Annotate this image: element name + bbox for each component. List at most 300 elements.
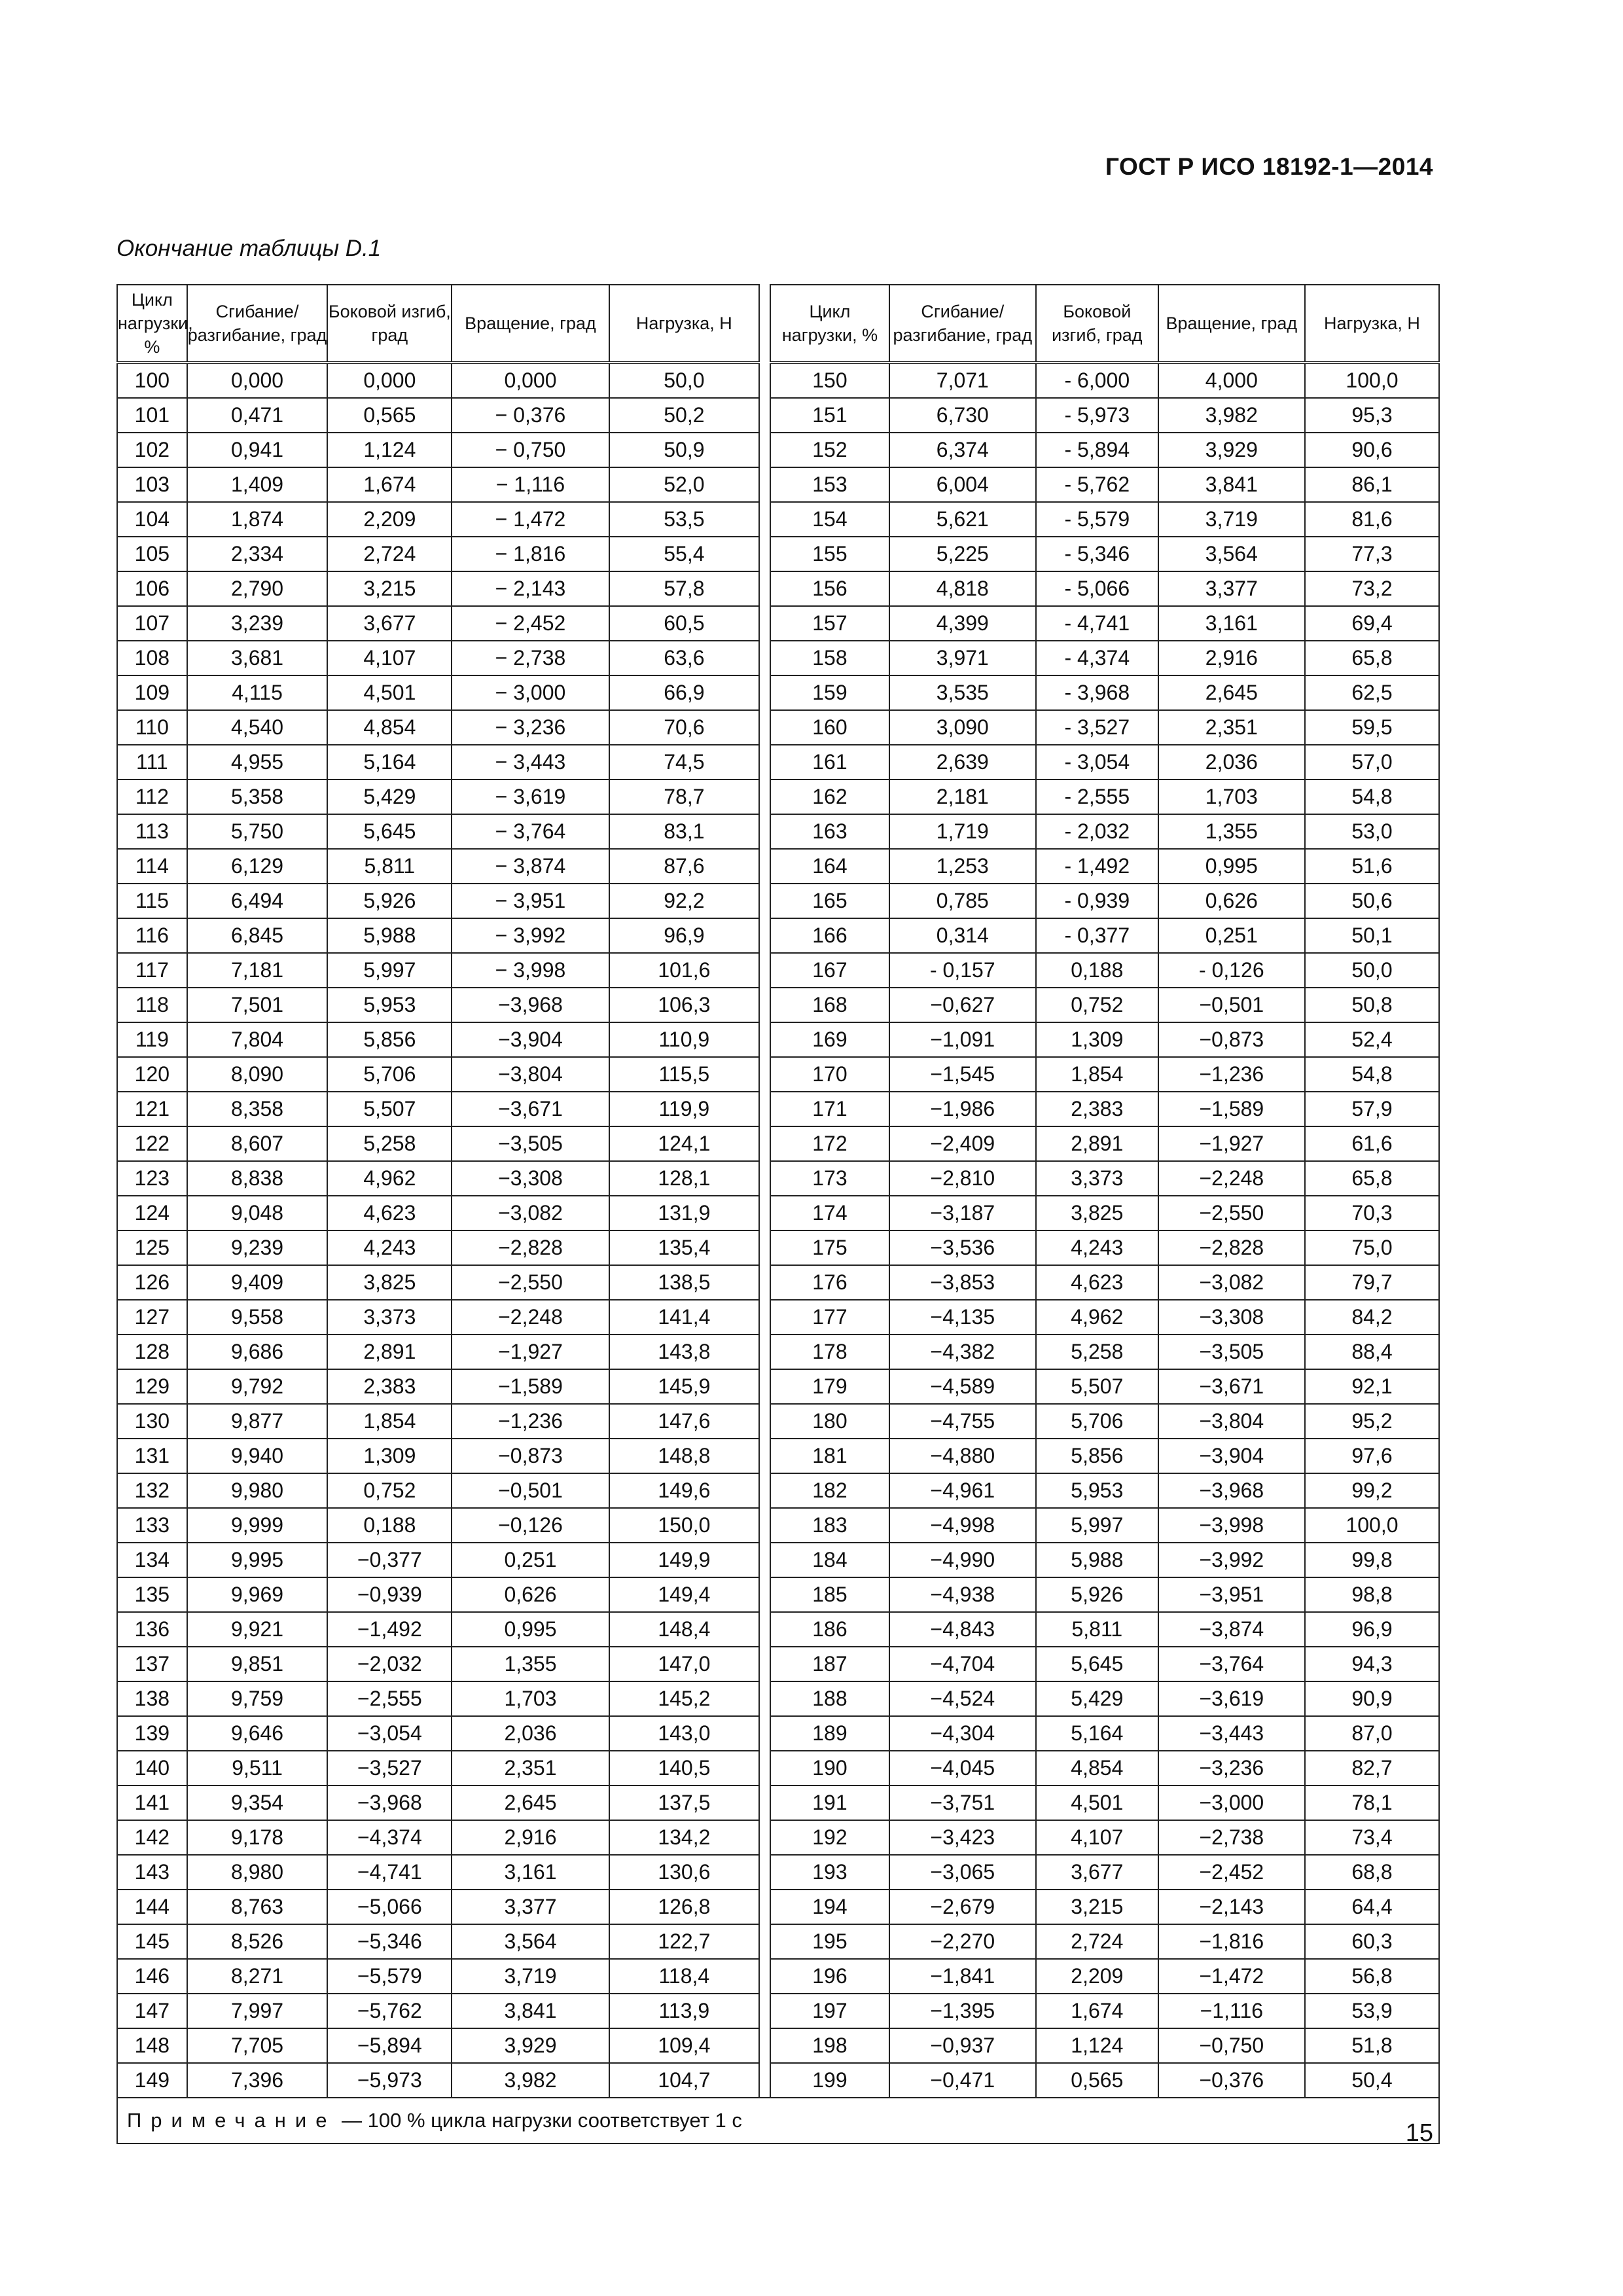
table-cell: −3,236 [1158, 1751, 1305, 1785]
table-row [117, 363, 1439, 398]
table-cell: −3,082 [1158, 1265, 1305, 1300]
table-cell: 60,5 [609, 606, 760, 641]
table-cell: 4,623 [327, 1196, 452, 1230]
table-cell: 4,854 [1036, 1751, 1158, 1785]
table-cell: 8,358 [187, 1092, 328, 1126]
table-row [117, 606, 1439, 641]
table-cell: 87,0 [1305, 1716, 1439, 1751]
column-gap [759, 1369, 770, 1404]
table-cell: 54,8 [1305, 1057, 1439, 1092]
table-cell: − 3,874 [452, 849, 609, 884]
table-cell: 143,0 [609, 1716, 760, 1751]
table-cell: −3,423 [889, 1820, 1036, 1855]
table-cell: −5,762 [327, 1994, 452, 2028]
table-cell: 173 [770, 1161, 889, 1196]
table-cell: −2,828 [1158, 1230, 1305, 1265]
table-cell: 175 [770, 1230, 889, 1265]
table-cell: 64,4 [1305, 1890, 1439, 1924]
table-cell: 2,181 [889, 780, 1036, 814]
table-cell: −2,270 [889, 1924, 1036, 1959]
table-cell: 148,8 [609, 1439, 760, 1473]
table-row [117, 1612, 1439, 1647]
header-left-cycle: Цикл нагрузки, % [117, 285, 187, 363]
table-cell: 166 [770, 918, 889, 953]
table-cell: 2,209 [327, 502, 452, 537]
table-cell: 123 [117, 1161, 187, 1196]
table-cell: 96,9 [609, 918, 760, 953]
column-gap [759, 363, 770, 398]
table-cell: 7,396 [187, 2063, 328, 2098]
table-cell: − 1,816 [452, 537, 609, 571]
table-cell: −4,524 [889, 1681, 1036, 1716]
header-left-load: Нагрузка, Н [609, 285, 760, 363]
table-cell: 4,854 [327, 710, 452, 745]
table-cell: 9,980 [187, 1473, 328, 1508]
table-cell: −4,990 [889, 1543, 1036, 1577]
table-cell: − 0,750 [452, 433, 609, 467]
table-cell: - 6,000 [1036, 363, 1158, 398]
table-cell: 176 [770, 1265, 889, 1300]
table-cell: 190 [770, 1751, 889, 1785]
table-cell: − 2,738 [452, 641, 609, 675]
table-row [117, 537, 1439, 571]
table-cell: 99,8 [1305, 1543, 1439, 1577]
table-cell: 8,271 [187, 1959, 328, 1994]
table-cell: 9,877 [187, 1404, 328, 1439]
table-cell: 134 [117, 1543, 187, 1577]
table-cell: −3,804 [1158, 1404, 1305, 1439]
table-cell: 4,107 [1036, 1820, 1158, 1855]
table-cell: −2,550 [452, 1265, 609, 1300]
table-cell: 2,209 [1036, 1959, 1158, 1994]
table-cell: 163 [770, 814, 889, 849]
table-cell: 9,999 [187, 1508, 328, 1543]
table-cell: 104,7 [609, 2063, 760, 2098]
table-cell: 177 [770, 1300, 889, 1335]
table-cell: 5,988 [327, 918, 452, 953]
table-cell: −1,091 [889, 1022, 1036, 1057]
table-cell: −3,804 [452, 1057, 609, 1092]
table-cell: −1,986 [889, 1092, 1036, 1126]
table-cell: 162 [770, 780, 889, 814]
header-right-load: Нагрузка, Н [1305, 285, 1439, 363]
table-cell: −4,589 [889, 1369, 1036, 1404]
column-gap [759, 1959, 770, 1994]
table-cell: 119,9 [609, 1092, 760, 1126]
table-cell: 4,623 [1036, 1265, 1158, 1300]
table-cell: 150 [770, 363, 889, 398]
table-cell: 97,6 [1305, 1439, 1439, 1473]
table-cell: 113,9 [609, 1994, 760, 2028]
table-cell: 9,048 [187, 1196, 328, 1230]
table-cell: 104 [117, 502, 187, 537]
table-cell: 121 [117, 1092, 187, 1126]
column-gap [759, 745, 770, 780]
table-cell: 9,686 [187, 1335, 328, 1369]
column-gap [759, 814, 770, 849]
table-cell: 3,373 [327, 1300, 452, 1335]
table-cell: 141 [117, 1785, 187, 1820]
table-cell: 180 [770, 1404, 889, 1439]
table-cell: 2,334 [187, 537, 328, 571]
table-row [117, 849, 1439, 884]
table-row [117, 641, 1439, 675]
table-cell: 2,916 [1158, 641, 1305, 675]
table-cell: 102 [117, 433, 187, 467]
table-cell: 0,626 [452, 1577, 609, 1612]
column-gap [759, 398, 770, 433]
table-cell: 78,7 [609, 780, 760, 814]
column-gap [759, 988, 770, 1022]
table-cell: − 3,000 [452, 675, 609, 710]
table-cell: 7,705 [187, 2028, 328, 2063]
table-cell: - 5,762 [1036, 467, 1158, 502]
table-cell: 195 [770, 1924, 889, 1959]
column-gap [759, 1335, 770, 1369]
table-cell: 5,811 [327, 849, 452, 884]
table-row [117, 814, 1439, 849]
table-cell: 1,309 [1036, 1022, 1158, 1057]
table-cell: 105 [117, 537, 187, 571]
table-cell: −1,472 [1158, 1959, 1305, 1994]
table-row [117, 1300, 1439, 1335]
table-cell: −2,409 [889, 1126, 1036, 1161]
table-cell: −5,894 [327, 2028, 452, 2063]
table-cell: 3,825 [327, 1265, 452, 1300]
table-cell: 5,429 [1036, 1681, 1158, 1716]
table-cell: −1,589 [452, 1369, 609, 1404]
table-cell: 3,681 [187, 641, 328, 675]
table-cell: −2,248 [1158, 1161, 1305, 1196]
table-cell: 1,703 [1158, 780, 1305, 814]
table-row [117, 467, 1439, 502]
table-cell: 2,383 [1036, 1092, 1158, 1126]
table-cell: 196 [770, 1959, 889, 1994]
table-row [117, 1473, 1439, 1508]
table-cell: −1,236 [1158, 1057, 1305, 1092]
table-cell: 111 [117, 745, 187, 780]
table-cell: 5,621 [889, 502, 1036, 537]
table-cell: 110,9 [609, 1022, 760, 1057]
table-cell: −4,998 [889, 1508, 1036, 1543]
table-cell: 5,507 [1036, 1369, 1158, 1404]
table-cell: 189 [770, 1716, 889, 1751]
table-cell: −3,187 [889, 1196, 1036, 1230]
table-row [117, 1057, 1439, 1092]
table-cell: 69,4 [1305, 606, 1439, 641]
table-cell: 3,564 [1158, 537, 1305, 571]
table-cell: 118,4 [609, 1959, 760, 1994]
table-cell: 9,792 [187, 1369, 328, 1404]
table-cell: 165 [770, 884, 889, 918]
table-cell: 86,1 [1305, 467, 1439, 502]
table-row [117, 1543, 1439, 1577]
table-cell: 164 [770, 849, 889, 884]
table-row [117, 1716, 1439, 1751]
table-cell: 112 [117, 780, 187, 814]
table-cell: 3,719 [1158, 502, 1305, 537]
table-cell: 57,9 [1305, 1092, 1439, 1126]
table-cell: 0,565 [1036, 2063, 1158, 2098]
table-cell: −2,550 [1158, 1196, 1305, 1230]
column-gap [759, 285, 770, 363]
table-cell: 193 [770, 1855, 889, 1890]
table-row [117, 1161, 1439, 1196]
table-cell: −3,671 [452, 1092, 609, 1126]
table-cell: 7,181 [187, 953, 328, 988]
table-cell: 114 [117, 849, 187, 884]
table-cell: 4,243 [1036, 1230, 1158, 1265]
table-cell: 5,358 [187, 780, 328, 814]
table-row [117, 502, 1439, 537]
table-cell: 7,997 [187, 1994, 328, 2028]
table-cell: 108 [117, 641, 187, 675]
table-cell: 4,955 [187, 745, 328, 780]
table-row [117, 1890, 1439, 1924]
data-table [116, 284, 1440, 2144]
table-cell: - 4,374 [1036, 641, 1158, 675]
table-cell: 0,000 [187, 363, 328, 398]
table-cell: 0,565 [327, 398, 452, 433]
table-cell: 3,982 [1158, 398, 1305, 433]
table-cell: 1,874 [187, 502, 328, 537]
table-cell: 149 [117, 2063, 187, 2098]
table-cell: 9,995 [187, 1543, 328, 1577]
table-cell: 157 [770, 606, 889, 641]
column-gap [759, 1092, 770, 1126]
table-cell: − 1,472 [452, 502, 609, 537]
table-cell: −3,054 [327, 1716, 452, 1751]
table-cell: 77,3 [1305, 537, 1439, 571]
table-cell: 6,374 [889, 433, 1036, 467]
column-gap [759, 1716, 770, 1751]
table-cell: 4,000 [1158, 363, 1305, 398]
table-cell: −3,853 [889, 1265, 1036, 1300]
table-cell: 133 [117, 1508, 187, 1543]
table-cell: 88,4 [1305, 1335, 1439, 1369]
table-cell: 172 [770, 1126, 889, 1161]
table-cell: −3,000 [1158, 1785, 1305, 1820]
table-cell: −1,927 [452, 1335, 609, 1369]
table-cell: −3,527 [327, 1751, 452, 1785]
column-gap [759, 780, 770, 814]
table-cell: 126 [117, 1265, 187, 1300]
table-cell: 119 [117, 1022, 187, 1057]
table-cell: − 3,443 [452, 745, 609, 780]
table-cell: 145,9 [609, 1369, 760, 1404]
table-cell: 3,841 [1158, 467, 1305, 502]
table-cell: −2,555 [327, 1681, 452, 1716]
table-cell: −1,492 [327, 1612, 452, 1647]
table-cell: −5,346 [327, 1924, 452, 1959]
table-cell: 61,6 [1305, 1126, 1439, 1161]
column-gap [759, 2028, 770, 2063]
table-cell: 199 [770, 2063, 889, 2098]
table-cell: 50,2 [609, 398, 760, 433]
table-cell: 3,161 [1158, 606, 1305, 641]
table-cell: 51,6 [1305, 849, 1439, 884]
table-cell: 0,471 [187, 398, 328, 433]
table-cell: 3,564 [452, 1924, 609, 1959]
table-cell: 5,645 [1036, 1647, 1158, 1681]
table-cell: 148 [117, 2028, 187, 2063]
column-gap [759, 1577, 770, 1612]
header-left-lateral: Боковой изгиб, град [327, 285, 452, 363]
table-cell: −4,374 [327, 1820, 452, 1855]
table-cell: −3,671 [1158, 1369, 1305, 1404]
table-cell: 9,969 [187, 1577, 328, 1612]
table-cell: 83,1 [609, 814, 760, 849]
table-cell: 4,818 [889, 571, 1036, 606]
table-row [117, 1994, 1439, 2028]
table-cell: 5,507 [327, 1092, 452, 1126]
table-cell: 147,0 [609, 1647, 760, 1681]
column-gap [759, 1230, 770, 1265]
column-gap [759, 675, 770, 710]
table-cell: −4,382 [889, 1335, 1036, 1369]
table-cell: 54,8 [1305, 780, 1439, 814]
table-cell: 5,258 [1036, 1335, 1158, 1369]
table-cell: - 4,741 [1036, 606, 1158, 641]
table-cell: 56,8 [1305, 1959, 1439, 1994]
table-cell: 2,891 [327, 1335, 452, 1369]
table-cell: 5,811 [1036, 1612, 1158, 1647]
table-cell: −1,841 [889, 1959, 1036, 1994]
table-row [117, 918, 1439, 953]
table-cell: 149,4 [609, 1577, 760, 1612]
table-cell: 153 [770, 467, 889, 502]
table-cell: 8,838 [187, 1161, 328, 1196]
column-gap [759, 2063, 770, 2098]
table-cell: 141,4 [609, 1300, 760, 1335]
table-cell: 6,494 [187, 884, 328, 918]
table-cell: 6,004 [889, 467, 1036, 502]
table-row [117, 1092, 1439, 1126]
table-row [117, 1508, 1439, 1543]
table-cell: 128,1 [609, 1161, 760, 1196]
table-cell: −3,992 [1158, 1543, 1305, 1577]
table-cell: −1,236 [452, 1404, 609, 1439]
table-cell: 152 [770, 433, 889, 467]
table-cell: 95,3 [1305, 398, 1439, 433]
table-cell: −3,951 [1158, 1577, 1305, 1612]
table-cell: −0,501 [452, 1473, 609, 1508]
table-row [117, 1577, 1439, 1612]
table-cell: 138,5 [609, 1265, 760, 1300]
table-cell: 101,6 [609, 953, 760, 988]
table-cell: 120 [117, 1057, 187, 1092]
table-cell: 132 [117, 1473, 187, 1508]
table-cell: 3,971 [889, 641, 1036, 675]
table-cell: 70,3 [1305, 1196, 1439, 1230]
table-cell: −2,032 [327, 1647, 452, 1681]
table-cell: 154 [770, 502, 889, 537]
table-cell: 137,5 [609, 1785, 760, 1820]
table-cell: 170 [770, 1057, 889, 1092]
table-cell: 4,243 [327, 1230, 452, 1265]
table-cell: 2,351 [452, 1751, 609, 1785]
table-cell: 95,2 [1305, 1404, 1439, 1439]
table-cell: 9,354 [187, 1785, 328, 1820]
table-cell: 140,5 [609, 1751, 760, 1785]
table-cell: −0,873 [452, 1439, 609, 1473]
column-gap [759, 467, 770, 502]
table-cell: 3,929 [1158, 433, 1305, 467]
table-cell: 117 [117, 953, 187, 988]
header-left-flexion: Сгибание/ разгибание, град [187, 285, 328, 363]
table-cell: 0,995 [1158, 849, 1305, 884]
table-cell: −0,873 [1158, 1022, 1305, 1057]
table-row [117, 1681, 1439, 1716]
header-right-lateral: Боковой изгиб, град [1036, 285, 1158, 363]
table-cell: 136 [117, 1612, 187, 1647]
table-cell: 100,0 [1305, 363, 1439, 398]
table-cell: 2,790 [187, 571, 328, 606]
table-cell: 73,2 [1305, 571, 1439, 606]
column-gap [759, 606, 770, 641]
table-row [117, 780, 1439, 814]
table-cell: −2,248 [452, 1300, 609, 1335]
table-cell: −3,505 [1158, 1335, 1305, 1369]
table-cell: 100 [117, 363, 187, 398]
table-cell: 179 [770, 1369, 889, 1404]
table-cell: −2,679 [889, 1890, 1036, 1924]
table-row [117, 398, 1439, 433]
table-cell: 92,2 [609, 884, 760, 918]
table-cell: 110 [117, 710, 187, 745]
table-cell: 51,8 [1305, 2028, 1439, 2063]
table-cell: 90,9 [1305, 1681, 1439, 1716]
table-cell: 5,429 [327, 780, 452, 814]
table-cell: 82,7 [1305, 1751, 1439, 1785]
table-cell: - 0,939 [1036, 884, 1158, 918]
table-cell: −0,126 [452, 1508, 609, 1543]
table-cell: 1,854 [1036, 1057, 1158, 1092]
table-cell: 7,071 [889, 363, 1036, 398]
table-cell: −3,874 [1158, 1612, 1305, 1647]
table-cell: − 3,998 [452, 953, 609, 988]
table-cell: 9,409 [187, 1265, 328, 1300]
table-cell: 129 [117, 1369, 187, 1404]
table-cell: −3,082 [452, 1196, 609, 1230]
table-cell: 5,926 [327, 884, 452, 918]
table-cell: 0,941 [187, 433, 328, 467]
table-cell: −0,376 [1158, 2063, 1305, 2098]
table-cell: 130,6 [609, 1855, 760, 1890]
table-cell: −4,843 [889, 1612, 1036, 1647]
table-cell: −3,308 [452, 1161, 609, 1196]
table-row [117, 1785, 1439, 1820]
table-cell: 137 [117, 1647, 187, 1681]
table-cell: 87,6 [609, 849, 760, 884]
table-cell: 50,0 [1305, 953, 1439, 988]
column-gap [759, 884, 770, 918]
table-cell: − 2,143 [452, 571, 609, 606]
page-number: 15 [1405, 2119, 1433, 2147]
table-cell: 106 [117, 571, 187, 606]
table-cell: 3,677 [327, 606, 452, 641]
table-cell: 0,188 [1036, 953, 1158, 988]
table-row [117, 1404, 1439, 1439]
table-cell: 65,8 [1305, 1161, 1439, 1196]
table-row [117, 1126, 1439, 1161]
table-cell: −1,589 [1158, 1092, 1305, 1126]
table-cell: - 0,377 [1036, 918, 1158, 953]
table-row [117, 1265, 1439, 1300]
table-cell: 53,5 [609, 502, 760, 537]
table-cell: 3,215 [327, 571, 452, 606]
table-cell: −5,973 [327, 2063, 452, 2098]
